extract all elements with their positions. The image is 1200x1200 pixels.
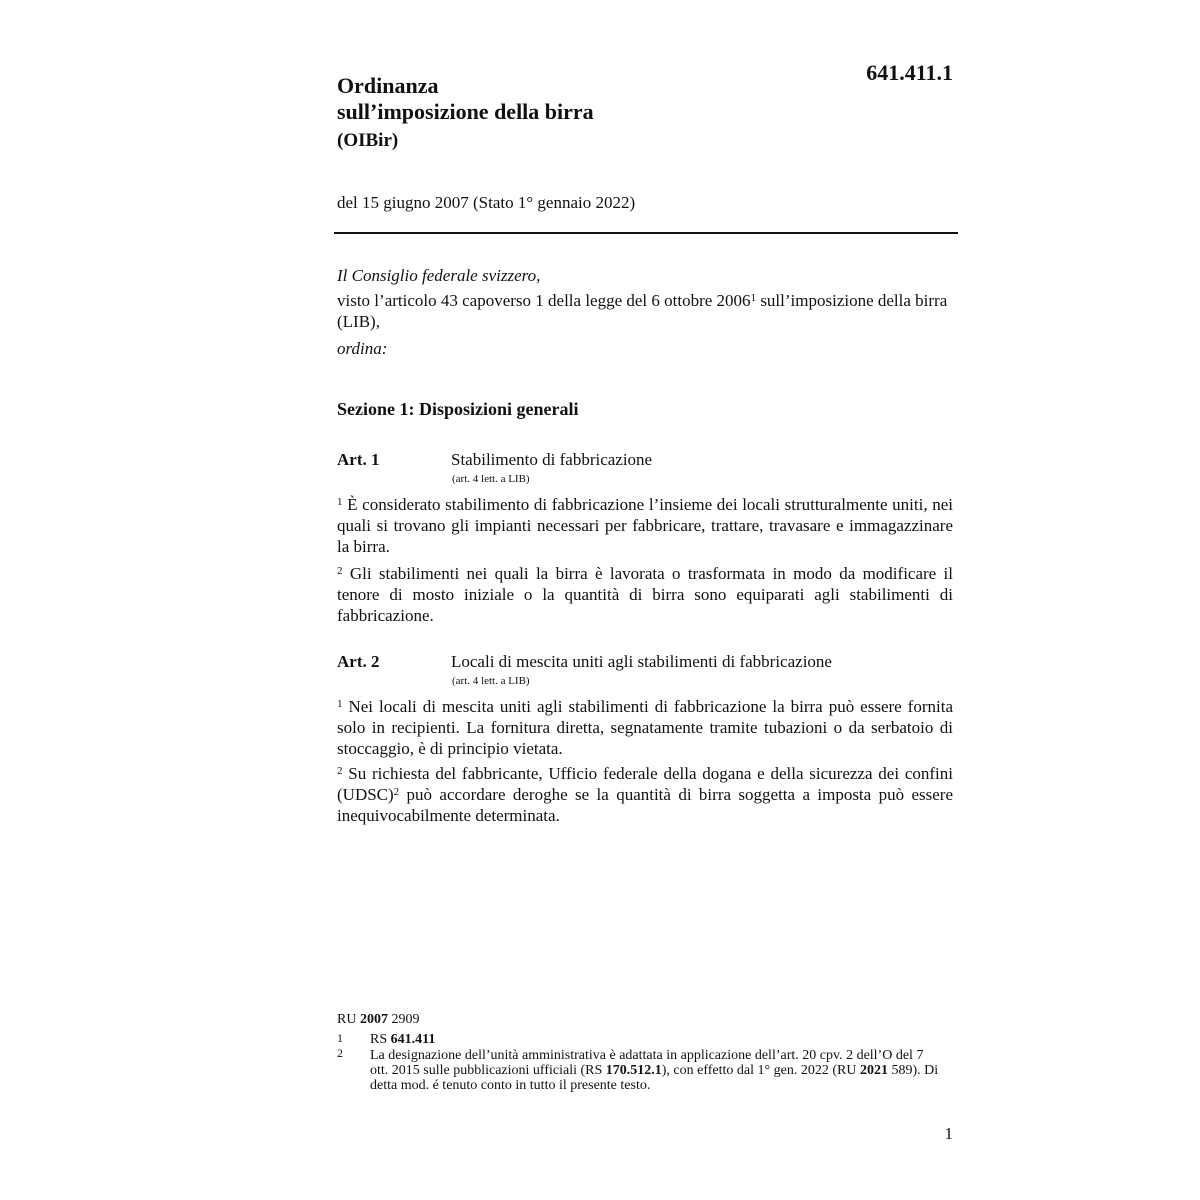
article-2-number: Art. 2	[337, 652, 380, 671]
footnote-2-number: 2	[337, 1046, 343, 1060]
footnote-2-ru-year: 2021	[859, 1063, 888, 1078]
title-abbreviation: (OIBir)	[337, 130, 399, 151]
preamble-decree: ordina:	[337, 339, 388, 358]
section-heading: Sezione 1: Disposizioni generali	[337, 399, 579, 419]
ru-year: 2007	[359, 1012, 388, 1027]
footnote-2-text-3: 589). Di detta mod. é tenuto conto in tutto il presente testo.	[370, 1063, 939, 1093]
article-1-reference: (art. 4 lett. a LIB)	[452, 473, 530, 485]
paragraph-number: 1	[337, 496, 343, 508]
footnote-1-prefix: RS	[370, 1032, 391, 1047]
preamble-basis-text-1: visto l’articolo 43 capoverso 1 della legge del 6 ottobre 2006	[337, 291, 751, 310]
ru-page: 2909	[387, 1012, 420, 1027]
title-subject: sull’imposizione della birra	[337, 99, 594, 124]
article-2-paragraph-2	[337, 763, 953, 826]
footnote-2-sr[interactable]: 170.512.1	[605, 1063, 662, 1078]
article-2-reference: (art. 4 lett. a LIB)	[452, 675, 530, 687]
ru-prefix: RU	[337, 1012, 360, 1027]
paragraph-text: Gli stabilimenti nei quali la birra è lavorata o trasformata in modo da modificare il tenore di mosto iniziale o la quantità di birra sono equiparati agli stabilimenti di fabbricazione.	[337, 564, 953, 625]
article-1-title: Stabilimento di fabbricazione	[451, 450, 653, 469]
paragraph-number: 2	[337, 765, 343, 777]
paragraph-text: Su richiesta del fabbricante, Ufficio federale della dogana e della sicurezza dei confini (UDSC)	[337, 764, 953, 804]
article-1-number: Art. 1	[337, 450, 380, 469]
paragraph-number: 1	[337, 698, 343, 710]
footnote-2-text-2: ), con effetto dal 1° gen. 2022 (RU	[661, 1063, 860, 1078]
sr-number: 641.411.1	[866, 60, 953, 85]
title-ordinanza: Ordinanza	[337, 73, 439, 98]
header-divider	[334, 232, 958, 234]
footnote-1-number: 1	[337, 1031, 343, 1045]
footnote-1-sr[interactable]: 641.411	[390, 1032, 436, 1047]
paragraph-text: È considerato stabilimento di fabbricazione l’insieme dei locali strutturalmente uniti, nei quali si trovano gli impianti necessari per fabbricare, trattare, travasare e immagazzinare la birra.	[337, 495, 953, 556]
page-number: 1	[944, 1124, 953, 1143]
article-2-title: Locali di mescita uniti agli stabilimenti di fabbricazione	[451, 652, 832, 671]
article-2-paragraph-1	[337, 696, 953, 759]
article-1-paragraph-1	[337, 494, 953, 557]
date-status-line: del 15 giugno 2007 (Stato 1° gennaio 2022)	[337, 193, 636, 212]
paragraph-text: può accordare deroghe se la quantità di birra soggetta a imposta può essere inequivocabilmente determinata.	[337, 785, 953, 825]
preamble-legal-basis	[337, 290, 953, 332]
footnote-ref-1[interactable]: 1	[750, 292, 757, 304]
footnote-ref-2[interactable]: 2	[393, 786, 400, 798]
paragraph-text: Nei locali di mescita uniti agli stabilimenti di fabbricazione la birra può essere fornita solo in recipienti. La fornitura diretta, segnatamente tramite tubazioni o da serbatoio di stoccaggio, è di principio vietata.	[337, 697, 953, 758]
footnote-2-text-1: La designazione dell’unità amministrativa è adattata in applicazione dell’art. 20 cpv. 2 dell’O del 7 ott. 2015 sulle pubblicazioni ufficiali (RS	[370, 1048, 924, 1078]
footnote-2-text	[370, 1048, 940, 1093]
preamble-authority: Il Consiglio federale svizzero,	[337, 266, 541, 285]
footnote-1-text	[370, 1032, 940, 1047]
article-1-paragraph-2	[337, 563, 953, 626]
ru-reference	[337, 1012, 419, 1027]
preamble-basis-text-2: sull’imposizione della birra (LIB),	[337, 291, 948, 331]
paragraph-number: 2	[337, 565, 343, 577]
